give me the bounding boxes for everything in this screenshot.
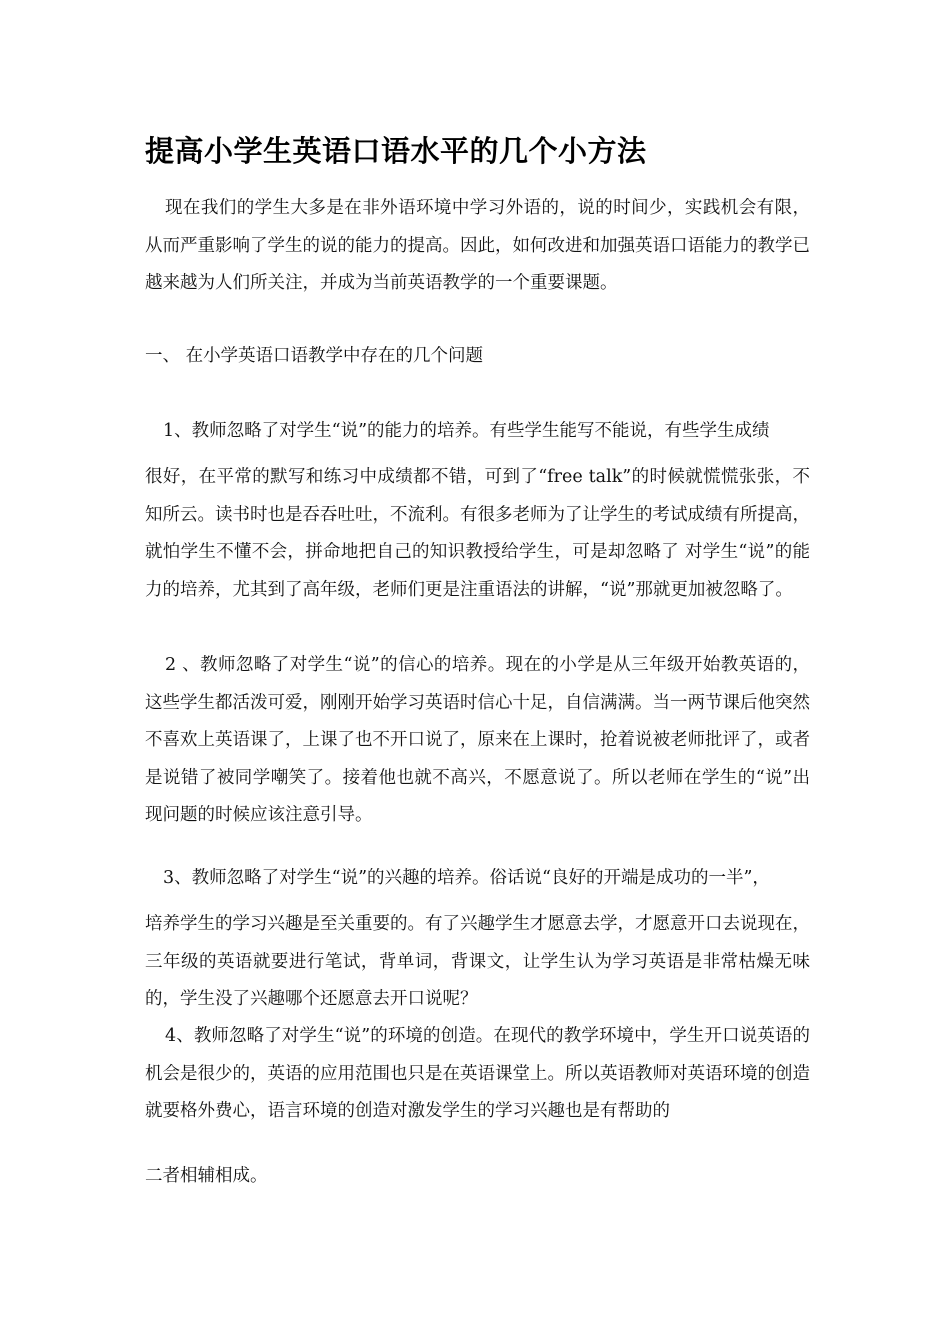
point-2-paragraph: 2 、教师忽略了对学生“说”的信心的培养。现在的小学是从三年级开始教英语的，这些学生都活泼可爱，刚刚开始学习英语时信心十足，自信满满。当一两节课后他突然不喜欢上英语课了，上课了也不开口说了，原来在上课时，抢着说被老师批评了，或者是说错了被同学嘲笑了。接着他也就不高兴，不愿意说了。所以老师在学生的“说”出现问题的时候应该注意引导。 <box>145 655 810 825</box>
section-heading: 一、 在小学英语口语教学中存在的几个问题 <box>145 346 484 366</box>
point-1-first-line: 1、教师忽略了对学生“说”的能力的培养。有些学生能写不能说，有些学生成绩 <box>163 421 770 441</box>
closing-line: 二者相辅相成。 <box>145 1166 268 1186</box>
point-1-paragraph: 很好，在平常的默写和练习中成绩都不错，可到了“free talk”的时候就慌慌张张，不知所云。读书时也是吞吞吐吐，不流利。有很多老师为了让学生的考试成绩有所提高，就怕学生不懂不会，拼命地把自己的知识教授给学生，可是却忽略了 对学生“说”的能力的培养，尤其到了高年级，老师们更是注重语法的讲解，“说”那就更加被忽略了。 <box>145 467 810 600</box>
point-4-paragraph: 4、教师忽略了对学生“说”的环境的创造。在现代的教学环境中，学生开口说英语的机会是很少的，英语的应用范围也只是在英语课堂上。所以英语教师对英语环境的创造就要格外费心，语言环境的创造对激发学生的学习兴趣也是有帮助的 <box>145 1026 810 1121</box>
point-3-first-line: 3、教师忽略了对学生“说”的兴趣的培养。俗话说“良好的开端是成功的一半”， <box>163 868 770 888</box>
document-title: 提高小学生英语口语水平的几个小方法 <box>145 134 647 168</box>
intro-paragraph: 现在我们的学生大多是在非外语环境中学习外语的，说的时间少，实践机会有限，从而严重影响了学生的说的能力的提高。因此，如何改进和加强英语口语能力的教学已越来越为人们所关注，并成为当前英语教学的一个重要课题。 <box>145 198 810 293</box>
point-3-paragraph: 培养学生的学习兴趣是至关重要的。有了兴趣学生才愿意去学，才愿意开口去说现在，三年级的英语就要进行笔试，背单词，背课文，让学生认为学习英语是非常枯燥无味的，学生没了兴趣哪个还愿意去开口说呢？ <box>145 914 810 1009</box>
